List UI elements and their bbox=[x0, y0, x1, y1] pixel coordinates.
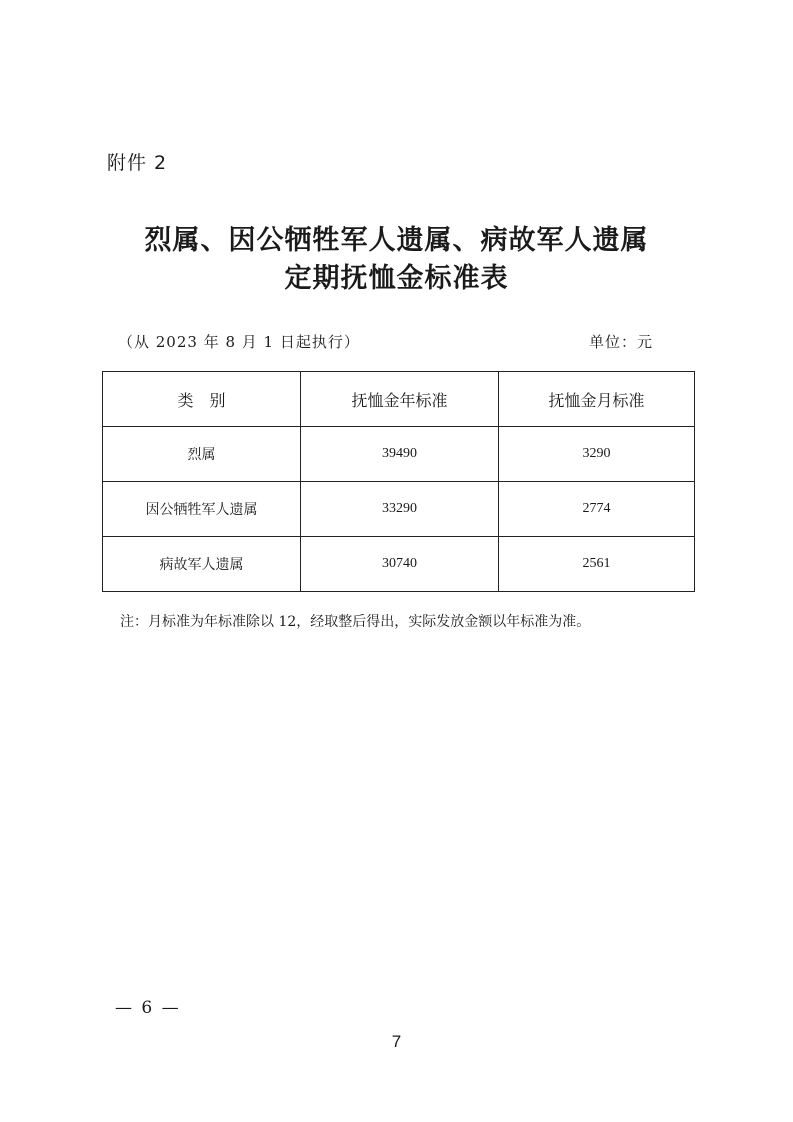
monthly-cell: 2561 bbox=[499, 537, 695, 592]
page-number: 7 bbox=[391, 1032, 402, 1051]
monthly-cell: 3290 bbox=[499, 427, 695, 482]
table-row bbox=[103, 427, 695, 482]
table-row bbox=[103, 537, 695, 592]
footnote: 注：月标准为年标准除以 12，经取整后得出，实际发放金额以年标准为准。 bbox=[120, 614, 591, 630]
category-cell: 烈属 bbox=[103, 427, 301, 482]
monthly-cell: 2774 bbox=[499, 482, 695, 537]
unit-label: 单位：元 bbox=[588, 333, 653, 351]
annual-cell: 33290 bbox=[301, 482, 499, 537]
category-cell: 因公牺牲军人遗属 bbox=[103, 482, 301, 537]
category-cell: 病故军人遗属 bbox=[103, 537, 301, 592]
pension-standard-table bbox=[102, 371, 695, 592]
header-monthly-standard: 抚恤金月标准 bbox=[499, 372, 695, 427]
document-title-line-1: 烈属、因公牺牲军人遗属、病故军人遗属 bbox=[144, 225, 649, 256]
annual-cell: 30740 bbox=[301, 537, 499, 592]
table-row bbox=[103, 482, 695, 537]
inner-page-mark: — 6 — bbox=[115, 998, 181, 1018]
table-header-row bbox=[103, 372, 695, 427]
document-title-line-2: 定期抚恤金标准表 bbox=[284, 263, 509, 294]
annual-cell: 39490 bbox=[301, 427, 499, 482]
attachment-label: 附件 2 bbox=[107, 152, 168, 174]
header-category: 类 别 bbox=[103, 372, 301, 427]
header-annual-standard: 抚恤金年标准 bbox=[301, 372, 499, 427]
effective-date-note: （从 2023 年 8 月 1 日起执行） bbox=[118, 333, 360, 351]
